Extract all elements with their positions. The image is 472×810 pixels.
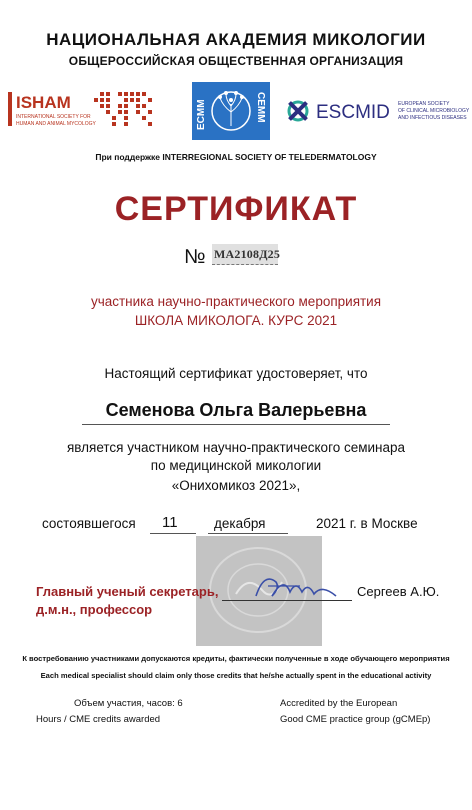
support-line: При поддержке INTERREGIONAL SOCIETY OF TELEDERMATOLOGY: [95, 152, 377, 162]
escmid-emblem-icon: [282, 94, 470, 128]
date-month-underline: [208, 533, 288, 534]
isham-world-map-icon: [8, 90, 158, 132]
svg-text:EUROPEAN SOCIETY: EUROPEAN SOCIETY: [398, 101, 450, 107]
signatory-name: Сергеев А.Ю.: [357, 584, 440, 599]
accredited-line-1: Accredited by the European: [280, 698, 398, 709]
svg-text:OF CLINICAL MICROBIOLOGY: OF CLINICAL MICROBIOLOGY: [398, 108, 470, 114]
volume-line-1: Объем участия, часов: 6: [74, 698, 183, 709]
participation-line-2: по медицинской микологии: [150, 458, 322, 473]
name-underline: [82, 424, 390, 425]
certificate-title: СЕРТИФИКАТ: [114, 190, 358, 228]
handwritten-signature: [250, 566, 340, 606]
svg-text:ESCMID: ESCMID: [316, 102, 390, 123]
svg-text:ISHAM: ISHAM: [16, 93, 71, 112]
fine-print-en: Each medical specialist should claim only those credits that he/she actually spent in the educational activity: [40, 671, 432, 680]
svg-text:ECMM: ECMM: [196, 99, 207, 130]
date-day-underline: [150, 533, 196, 534]
signatory-role-line-2: д.м.н., профессор: [36, 602, 153, 617]
date-month: декабря: [214, 516, 266, 531]
fine-print-ru: К востребованию участниками допускаются кредиты, фактически полученные в ходе обучающего мероприятия: [22, 654, 450, 663]
volume-line-2: Hours / CME credits awarded: [36, 714, 161, 725]
date-year-place: 2021 г. в Москве: [316, 516, 418, 531]
svg-text:CEMM: CEMM: [255, 92, 266, 123]
ecmm-emblem-icon: [192, 82, 270, 140]
date-day: 11: [162, 514, 178, 531]
escmid-logo: [282, 94, 470, 128]
date-label: состоявшегося: [42, 516, 136, 531]
number-sign: №: [184, 246, 206, 268]
svg-text:HUMAN AND ANIMAL MYCOLOGY: HUMAN AND ANIMAL MYCOLOGY: [16, 121, 96, 127]
svg-text:INTERNATIONAL SOCIETY FOR: INTERNATIONAL SOCIETY FOR: [16, 114, 91, 120]
accredited-line-2: Good CME practice group (gCMEp): [280, 714, 431, 725]
org-subtitle: ОБЩЕРОССИЙСКАЯ ОБЩЕСТВЕННАЯ ОРГАНИЗАЦИЯ: [68, 54, 404, 68]
participant-name: Семенова Ольга Валерьевна: [105, 400, 367, 420]
participation-line-1: является участником научно-практического семинара: [66, 440, 406, 455]
certifies-text: Настоящий сертификат удостоверяет, что: [104, 366, 368, 381]
certificate-number: МА2108Д25: [214, 247, 281, 261]
event-line-1: участника научно-практического мероприятия: [90, 294, 382, 309]
participation-line-3: «Онихомикоз 2021»,: [171, 478, 301, 493]
event-line-2: ШКОЛА МИКОЛОГА. КУРС 2021: [134, 313, 338, 328]
svg-text:AND INFECTIOUS DISEASES: AND INFECTIOUS DISEASES: [398, 115, 467, 121]
signatory-role-line-1: Главный ученый секретарь,: [36, 584, 219, 599]
org-title: НАЦИОНАЛЬНАЯ АКАДЕМИЯ МИКОЛОГИИ: [46, 30, 426, 49]
isham-logo: [8, 90, 158, 132]
ecmm-logo: [192, 82, 270, 140]
